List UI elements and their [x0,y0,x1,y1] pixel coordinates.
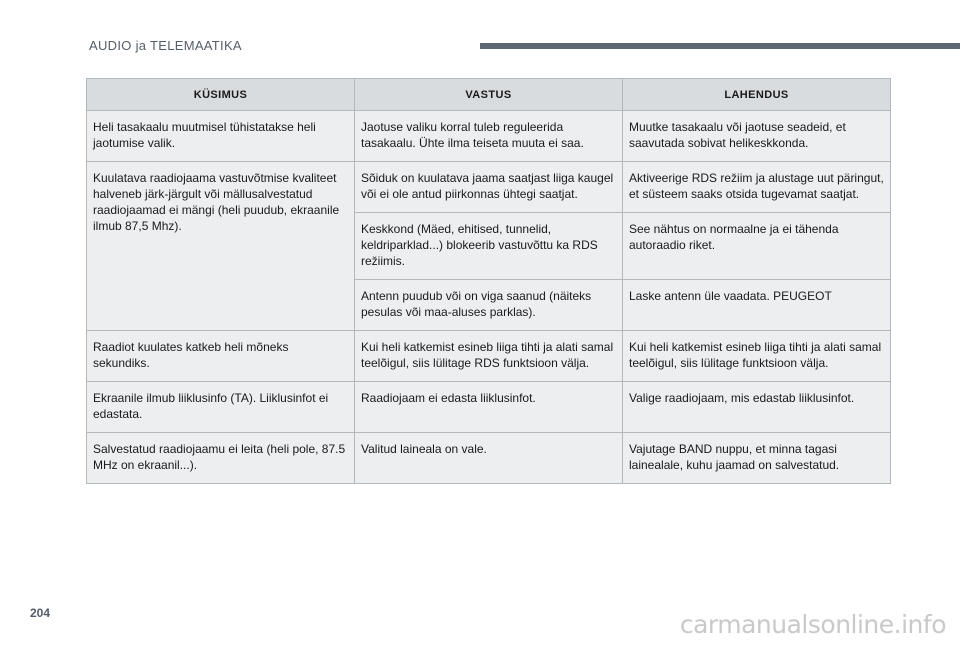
table-row [87,382,891,433]
answer-cell: Kui heli katkemist esineb liiga tihti ja alati samal teelõigul, siis lülitage RDS funktsioon välja. [355,331,623,382]
column-header-solution: LAHENDUS [623,79,891,111]
question-cell: Salvestatud raadiojaamu ei leita (heli pole, 87.5 MHz on ekraanil...). [87,433,355,484]
question-cell: Kuulatava raadiojaama vastuvõtmise kvaliteet halveneb järk-järgult või mällusalvestatud raadiojaamad ei mängi (heli puudub, ekraanile ilmub 87,5 Mhz). [87,162,355,331]
page-number: 204 [30,606,51,620]
solution-cell: Aktiveerige RDS režiim ja alustage uut päringut, et süsteem saaks otsida tugevamat saatjat. [623,162,891,213]
answer-cell: Jaotuse valiku korral tuleb reguleerida tasakaalu. Ühte ilma teiseta muuta ei saa. [355,111,623,162]
table-row [87,111,891,162]
header-accent-bar [480,43,960,49]
column-header-question: KÜSIMUS [87,79,355,111]
solution-cell: Laske antenn üle vaadata. PEUGEOT [623,280,891,331]
table-header-row [87,79,891,111]
column-header-answer: VASTUS [355,79,623,111]
table-row [87,162,891,213]
solution-cell: See nähtus on normaalne ja ei tähenda autoraadio riket. [623,213,891,280]
section-title: AUDIO ja TELEMAATIKA [89,38,242,53]
answer-cell: Raadiojaam ei edasta liiklusinfot. [355,382,623,433]
table-row [87,331,891,382]
question-cell: Raadiot kuulates katkeb heli mõneks sekundiks. [87,331,355,382]
answer-cell: Keskkond (Mäed, ehitised, tunnelid, keldriparklad...) blokeerib vastuvõttu ka RDS režiimis. [355,213,623,280]
solution-cell: Valige raadiojaam, mis edastab liiklusinfot. [623,382,891,433]
watermark: carmanualsonline.info [679,610,946,639]
answer-cell: Antenn puudub või on viga saanud (näiteks pesulas või maa-aluses parklas). [355,280,623,331]
question-cell: Heli tasakaalu muutmisel tühistatakse heli jaotumise valik. [87,111,355,162]
answer-cell: Sõiduk on kuulatava jaama saatjast liiga kaugel või ei ole antud piirkonnas ühtegi saatjat. [355,162,623,213]
solution-cell: Kui heli katkemist esineb liiga tihti ja alati samal teelõigul, siis lülitage funktsioon välja. [623,331,891,382]
question-cell: Ekraanile ilmub liiklusinfo (TA). Liiklusinfot ei edastata. [87,382,355,433]
solution-cell: Muutke tasakaalu või jaotuse seadeid, et saavutada sobivat helikeskkonda. [623,111,891,162]
troubleshooting-table [86,78,891,484]
table-row [87,433,891,484]
answer-cell: Valitud laineala on vale. [355,433,623,484]
solution-cell: Vajutage BAND nuppu, et minna tagasi lainealale, kuhu jaamad on salvestatud. [623,433,891,484]
